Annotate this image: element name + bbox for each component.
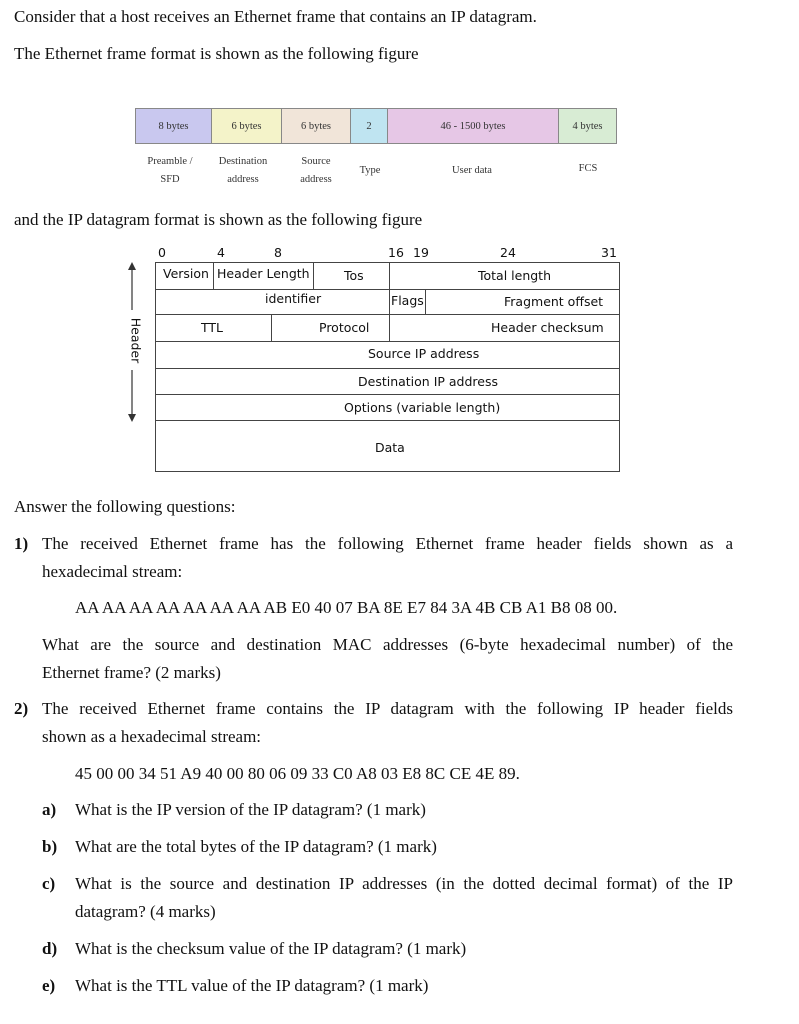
q2a-text: What is the IP version of the IP datagram? (1 mark) <box>75 800 426 819</box>
q2d-text: What is the checksum value of the IP datagram? (1 mark) <box>75 939 467 958</box>
eth-src-label: Source address <box>300 156 332 185</box>
ip-intro: and the IP datagram format is shown as the following figure <box>14 210 423 229</box>
intro-line-2: The Ethernet frame format is shown as the following figure <box>14 44 419 63</box>
row-divider <box>156 289 619 290</box>
row-divider <box>156 341 619 342</box>
q2e-text: What is the TTL value of the IP datagram? (1 mark) <box>75 976 429 995</box>
q2-hex-stream: 45 00 00 34 51 A9 40 00 80 06 09 33 C0 A8 03 E8 8C CE 4E 89. <box>75 764 520 783</box>
q2d-number: d) <box>42 939 58 958</box>
bit-label-24: 24 <box>500 245 516 260</box>
bit-label-16: 16 <box>388 245 404 260</box>
col-divider <box>213 263 214 289</box>
eth-preamble-cell: 8 bytes <box>136 109 212 143</box>
field-tos: Tos <box>344 268 364 283</box>
q2e-number: e) <box>42 976 56 995</box>
q1-ask-line-2: Ethernet frame? (2 marks) <box>42 663 221 682</box>
col-divider <box>313 263 314 289</box>
q2b-number: b) <box>42 837 58 856</box>
eth-type-label: Type <box>359 165 381 176</box>
eth-fcs-cell: 4 bytes <box>559 109 616 143</box>
row-divider <box>156 314 619 315</box>
field-identifier: identifier <box>265 291 322 306</box>
q2c-text-line-2: datagram? (4 marks) <box>75 902 216 921</box>
field-fragment-offset: Fragment offset <box>504 294 604 309</box>
eth-src-cell: 6 bytes <box>282 109 351 143</box>
q1-text-line-1: The received Ethernet frame has the following Ethernet frame header fields shown as a <box>42 534 733 553</box>
eth-dest-cell: 6 bytes <box>212 109 282 143</box>
eth-fcs-label: FCS <box>578 163 598 174</box>
q2-text-line-1: The received Ethernet frame contains the IP datagram with the following IP header fields <box>42 699 733 718</box>
q1-text-line-2: hexadecimal stream: <box>42 562 183 581</box>
col-divider <box>389 289 390 314</box>
q2b-text: What are the total bytes of the IP datagram? (1 mark) <box>75 837 437 856</box>
col-divider <box>425 289 426 314</box>
field-header-length: Header Length <box>217 266 310 281</box>
bit-label-31: 31 <box>601 245 617 260</box>
header-side-label: Header <box>128 317 144 364</box>
eth-preamble-label: Preamble / SFD <box>147 156 193 185</box>
field-header-checksum: Header checksum <box>491 320 604 335</box>
col-divider <box>271 314 272 341</box>
eth-type-cell: 2 <box>351 109 388 143</box>
bit-label-8: 8 <box>274 245 282 260</box>
q1-ask-line-1: What are the source and destination MAC addresses (6-byte hexadecimal number) of the <box>42 635 733 654</box>
q2-number: 2) <box>14 699 29 718</box>
field-options: Options (variable length) <box>344 400 501 415</box>
q2c-number: c) <box>42 874 56 893</box>
row-divider <box>156 394 619 395</box>
q2-text-line-2: shown as a hexadecimal stream: <box>42 727 262 746</box>
eth-data-cell: 46 - 1500 bytes <box>388 109 559 143</box>
q1-hex-stream: AA AA AA AA AA AA AA AB E0 40 07 BA 8E E7 84 3A 4B CB A1 B8 08 00. <box>75 598 618 617</box>
intro-line-1: Consider that a host receives an Ethernet frame that contains an IP datagram. <box>14 7 537 26</box>
col-divider <box>389 314 390 341</box>
eth-data-label: User data <box>452 165 492 176</box>
row-divider <box>156 368 619 369</box>
field-source-ip: Source IP address <box>368 346 480 361</box>
col-divider <box>389 263 390 289</box>
q2a-number: a) <box>42 800 57 819</box>
field-flags: Flags <box>391 293 424 308</box>
questions-intro: Answer the following questions: <box>14 497 236 516</box>
bit-label-4: 4 <box>217 245 225 260</box>
ethernet-frame-diagram <box>135 108 617 144</box>
bit-label-19: 19 <box>413 245 429 260</box>
q2c-text-line-1: What is the source and destination IP addresses (in the dotted decimal format) of the IP <box>75 874 733 893</box>
row-divider <box>156 420 619 421</box>
field-ttl: TTL <box>201 320 224 335</box>
field-data: Data <box>375 440 405 455</box>
field-version: Version <box>163 266 209 281</box>
bit-label-0: 0 <box>158 245 166 260</box>
field-protocol: Protocol <box>319 320 370 335</box>
field-destination-ip: Destination IP address <box>358 374 499 389</box>
eth-dest-label: Destination address <box>218 156 268 185</box>
q1-number: 1) <box>14 534 29 553</box>
field-total-length: Total length <box>478 268 552 283</box>
